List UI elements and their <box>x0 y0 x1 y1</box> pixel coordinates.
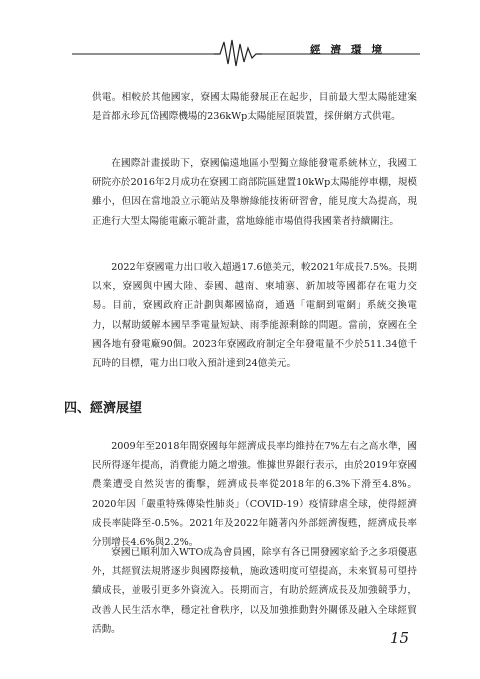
paragraph-solar-intro: 供電。相較於其他國家，寮國太陽能發展正在起步，目前最大型太陽能建案是首都永珍瓦岱國際機場的236kWp太陽能屋頂裝置，採併網方式供電。 <box>92 92 417 123</box>
header-title: 經濟環境 <box>310 44 392 56</box>
page-header <box>0 32 480 72</box>
paragraph-green-energy: 在國際計畫援助下，寮國偏遠地區小型獨立綠能發電系統林立，我國工研院亦於2016年2月成功在寮國工商部院區建置10kWp太陽能停車棚，規模雖小，但因在當地設立示範站及舉辦綠能技術研習會，能見度大為提高，現正進行大型太陽能電廠示範計畫，當地綠能市場值得我國業者持續關注。 <box>92 158 417 227</box>
heartbeat-line-icon <box>0 32 480 72</box>
paragraph-electricity-export: 2022年寮國電力出口收入超過17.6億美元，較2021年成長7.5%。長期以來，寮國與中國大陸、泰國、越南、柬埔寨、新加坡等國都存在電力交易。目前，寮國政府正計劃與鄰國協商，通過「電網到電網」系統交換電力，以幫助緩解本國旱季電量短缺、雨季能源剩餘的問題。當前，寮國在全國各地有發電廠90個。2023年寮國政府制定全年發電量不少於511.34億千瓦時的目標，電力出口收入預計達到24億美元。 <box>92 262 417 370</box>
section-heading-economic-outlook: 四、經濟展望 <box>64 401 143 416</box>
page-number: 15 <box>390 629 410 647</box>
paragraph-wto: 寮國已順利加入WTO成為會員國，除享有各已開發國家給予之多項優惠外，其經貿法規將逐步與國際接軌，施政透明度可望提高，未來貿易可望持續成長，並吸引更多外資流入。長期而言，有助於經濟成長及加強競爭力，改善人民生活水準，穩定社會秩序，以及加強推動對外關係及融入全球經貿活動。 <box>92 547 417 635</box>
paragraph-growth-rate: 2009年至2018年間寮國每年經濟成長率均維持在7%左右之高水準，國民所得逐年提高，消費能力隨之增強。惟據世界銀行表示，由於2019年寮國農業遭受自然災害的衝擊，經濟成長率從2018年的6.3%下滑至4.8%。2020年因「嚴重特殊傳染性肺炎」（COVID-19）疫情肆虐全球，使得經濟成長率陡降至-0.5%。2021年及2022年隨著內外部經濟復甦，經濟成長率分別增長4.6%與2.2%。 <box>92 441 417 549</box>
